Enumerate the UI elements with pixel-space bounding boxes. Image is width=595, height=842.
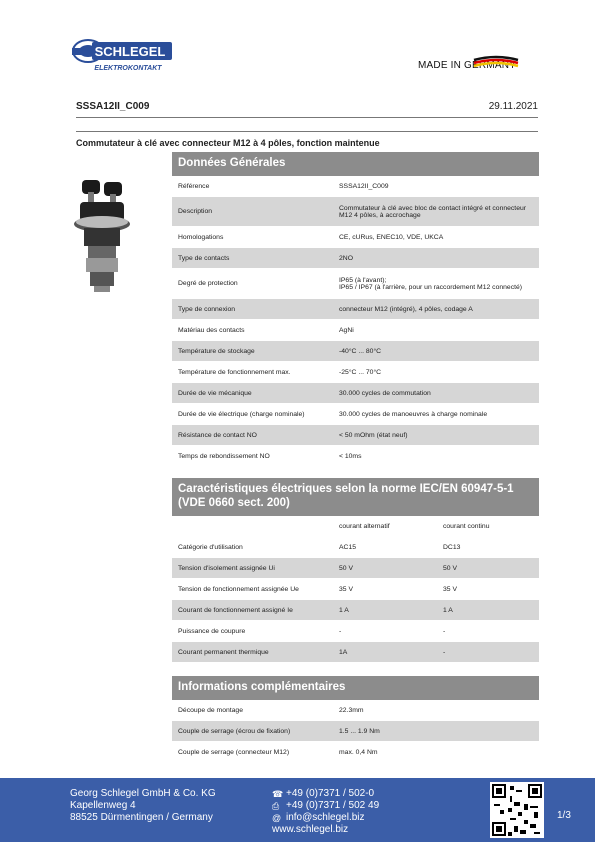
row-value-ac: 1 A: [339, 606, 349, 614]
row-value: connecteur M12 (intégré), 4 pôles, codage A: [339, 305, 473, 313]
phone-icon: ☎: [272, 789, 284, 799]
key-switch-photo: [70, 178, 142, 293]
table-row: [172, 621, 539, 642]
row-label: Homologations: [178, 233, 224, 241]
electrical-data-section: [172, 478, 539, 663]
row-label: Type de connexion: [178, 305, 236, 313]
phone: +49 (0)7371 / 502-0: [286, 788, 375, 799]
row-value: SSSA12II_C009: [339, 182, 389, 190]
general-data-section: [172, 152, 539, 467]
footer: [0, 778, 595, 842]
logo-subtext: ELEKTROKONTAKT: [94, 65, 162, 72]
table-row: [172, 362, 539, 383]
row-value: 1.5 ... 1.9 Nm: [339, 727, 380, 735]
table-row: [172, 642, 539, 663]
fax-icon: ⎙: [272, 801, 280, 811]
row-label: Couple de serrage (connecteur M12): [178, 748, 290, 756]
row-value-dc: 50 V: [443, 564, 457, 572]
footer-contact: [272, 788, 379, 836]
table-row: [172, 269, 539, 299]
table-row: [172, 425, 539, 446]
page-number: 1/3: [557, 810, 571, 821]
footer-address: [70, 788, 216, 824]
row-label: Courant permanent thermique: [178, 648, 269, 656]
table-row: [172, 197, 539, 227]
product-title: Commutateur à clé avec connecteur M12 à 4 pôles, fonction maintenue: [76, 138, 380, 148]
table-row: [172, 579, 539, 600]
row-label: Matériau des contacts: [178, 326, 245, 334]
column-ac: courant alternatif: [339, 522, 390, 530]
city: 88525 Dürmentingen / Germany: [70, 812, 213, 823]
table-row: [172, 742, 539, 763]
row-value: < 10ms: [339, 452, 362, 460]
row-value: 22.3mm: [339, 706, 364, 714]
row-label: Température de fonctionnement max.: [178, 368, 291, 376]
table-row: [172, 537, 539, 558]
document-id: SSSA12II_C009: [76, 101, 150, 112]
row-value: 30.000 cycles de manoeuvres à charge nominale: [339, 410, 488, 418]
row-label: Courant de fonctionnement assigné Ie: [178, 606, 293, 614]
row-value-dc: 1 A: [443, 606, 453, 614]
logo-text: SCHLEGEL: [94, 44, 166, 59]
row-label: Température de stockage: [178, 347, 255, 355]
made-in-germany: MADE IN GERMANY: [418, 60, 517, 71]
row-value: 2NO: [339, 254, 353, 262]
row-label: Catégorie d'utilisation: [178, 543, 243, 551]
additional-info-section: [172, 676, 539, 763]
row-value: < 50 mOhm (état neuf): [339, 431, 408, 439]
row-label: Type de contacts: [178, 254, 230, 262]
row-value: IP65 (à l'avant); IP65 / IP67 (à l'arrière, pour un raccordement M12 connecté): [339, 276, 523, 291]
row-value-ac: AC15: [339, 543, 357, 551]
street: Kapellenweg 4: [70, 800, 136, 811]
table-row: [172, 341, 539, 362]
row-label: Degré de protection: [178, 280, 238, 287]
qr-code: [490, 782, 544, 838]
company-name: Georg Schlegel GmbH & Co. KG: [70, 788, 216, 799]
document-date: 29.11.2021: [488, 101, 538, 112]
column-header-row: [172, 516, 539, 537]
column-dc: courant continu: [443, 522, 490, 530]
row-value-dc: 35 V: [443, 585, 457, 593]
title-divider: [76, 131, 538, 132]
row-value-ac: -: [339, 627, 342, 635]
header-divider: [76, 117, 538, 118]
row-value-dc: DC13: [443, 543, 461, 551]
table-row: [172, 446, 539, 467]
row-value: max. 0,4 Nm: [339, 748, 378, 756]
table-row: [172, 299, 539, 320]
row-label: Découpe de montage: [178, 706, 243, 714]
schlegel-logo: [70, 38, 175, 72]
row-value-ac: 50 V: [339, 564, 353, 572]
table-row: [172, 404, 539, 425]
row-label: Description: [178, 208, 212, 215]
row-value: -40°C ... 80°C: [339, 347, 382, 355]
row-value: AgNi: [339, 326, 354, 334]
table-row: [172, 227, 539, 248]
row-label: Couple de serrage (écrou de fixation): [178, 727, 291, 735]
row-value: Commutateur à clé avec bloc de contact intégré et connecteur M12 4 pôles, à accrochage: [339, 204, 527, 219]
fax: +49 (0)7371 / 502 49: [286, 800, 380, 811]
row-label: Tension de fonctionnement assignée Ue: [178, 585, 299, 593]
row-value: -25°C ... 70°C: [339, 368, 382, 376]
row-label: Résistance de contact NO: [178, 431, 257, 439]
row-label: Durée de vie électrique (charge nominale): [178, 410, 305, 418]
email-icon: @: [272, 813, 282, 823]
german-flag-icon: [472, 54, 520, 70]
row-label: Durée de vie mécanique: [178, 389, 252, 397]
row-value-dc: -: [443, 648, 446, 656]
table-row: [172, 721, 539, 742]
row-value-ac: 35 V: [339, 585, 353, 593]
section-title: Données Générales: [172, 152, 539, 176]
row-label: Temps de rebondissement NO: [178, 452, 270, 460]
row-value: 30.000 cycles de commutation: [339, 389, 431, 397]
table-row: [172, 176, 539, 197]
row-label: Puissance de coupure: [178, 627, 246, 635]
table-row: [172, 383, 539, 404]
row-value: CE, cURus, ENEC10, VDE, UKCA: [339, 233, 444, 241]
table-row: [172, 558, 539, 579]
email-link[interactable]: info@schlegel.biz: [286, 812, 365, 823]
section-title: Caractéristiques électriques selon la norme IEC/EN 60947-5-1 (VDE 0660 sect. 200): [172, 478, 539, 516]
table-row: [172, 320, 539, 341]
table-row: [172, 700, 539, 721]
section-title: Informations complémentaires: [172, 676, 539, 700]
table-row: [172, 248, 539, 269]
row-value-ac: 1A: [339, 648, 348, 656]
table-row: [172, 600, 539, 621]
row-label: Tension d'isolement assignée Ui: [178, 564, 275, 572]
row-value-dc: -: [443, 627, 446, 635]
row-label: Référence: [178, 182, 210, 190]
website-link[interactable]: www.schlegel.biz: [272, 824, 349, 835]
